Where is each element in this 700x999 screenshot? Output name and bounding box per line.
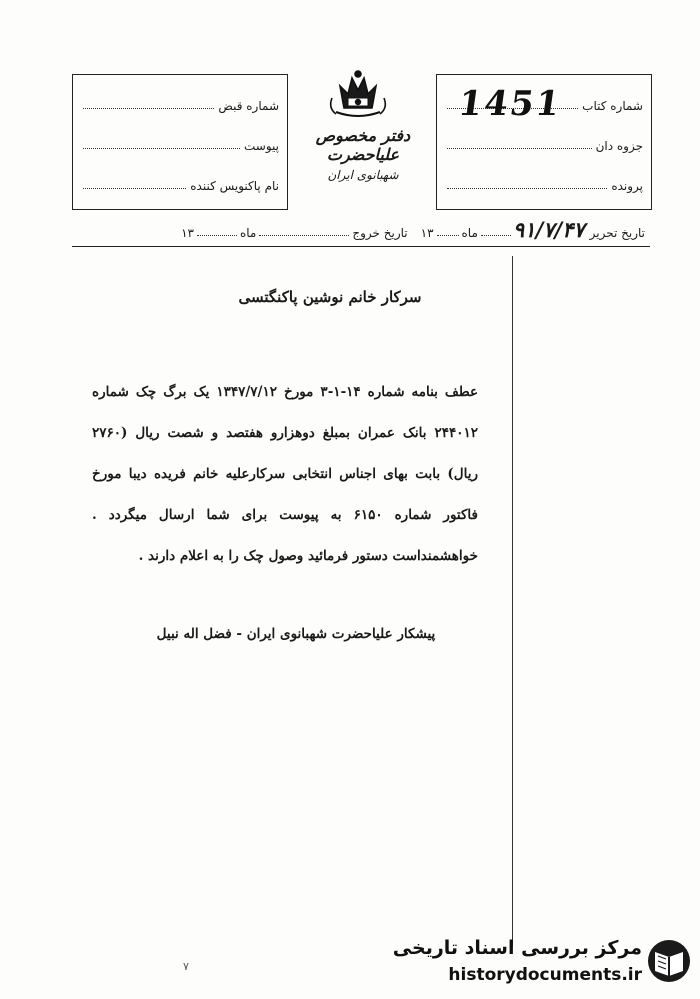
month-label-2: ماه <box>239 226 257 240</box>
margin-line <box>512 256 513 946</box>
attachment-label: پیوست <box>244 139 279 153</box>
book-logo-icon <box>646 938 692 984</box>
dossier-label: پرونده <box>611 179 643 193</box>
receipt-info-box <box>72 74 288 210</box>
writing-date-value: ۹۱/۷/۴۷ <box>512 217 585 242</box>
handwritten-letter-number: 1451 <box>455 84 565 124</box>
watermark-title: مرکز بررسی اسناد تاریخی <box>392 937 642 959</box>
salutation: سرکار خانم نوشین پاکنگتسی <box>238 288 422 306</box>
file-row <box>447 131 643 153</box>
header-divider <box>72 246 650 247</box>
watermark-url: historydocuments.ir <box>448 965 642 985</box>
footer-mark: ۷ <box>183 960 189 973</box>
dossier-row <box>447 171 643 193</box>
year-1: ۱۳ <box>420 226 434 240</box>
attachment-row <box>83 131 279 153</box>
letter-number-label: شماره کتاب <box>582 99 643 113</box>
year-2: ۱۳ <box>181 226 194 240</box>
exit-date-label: تاریخ خروج <box>352 226 408 240</box>
letter-body: عطف بنامه شماره ۱۴-۱-۳ مورخ ۱۳۴۷/۷/۱۲ یک برگ چک شماره ۲۴۴۰۱۲ بانک عمران بمبلغ دوهزارو هفتصد و شصت ریال (۲۷۶۰ ریال) بابت بهای اجناس انتخابی سرکارعلیه خانم فریده دیبا مورخ فاکتور شماره ۶۱۵۰ به پیوست برای شما ارسال میگردد . خواهشمنداست دستور فرمائید وصول چک را به اعلام دارند . <box>92 384 479 564</box>
file-label: جزوه دان <box>595 139 643 153</box>
crown-emblem-icon <box>326 68 390 122</box>
writing-date-label: تاریخ تحریر <box>589 226 645 240</box>
office-title: دفتر مخصوص علیاحضرت <box>315 126 411 164</box>
office-subtitle: شهبانوی ایران <box>327 168 399 182</box>
date-line <box>82 216 648 240</box>
month-label-1: ماه <box>461 226 478 240</box>
copyist-label: نام پاکنویس کننده <box>190 179 279 193</box>
receipt-number-label: شماره قبض <box>218 99 279 113</box>
signature: پیشکار علیاحضرت شهبانوی ایران - فضل اله نبیل <box>156 626 436 642</box>
receipt-number-row <box>83 91 279 113</box>
copyist-row <box>83 171 279 193</box>
watermark <box>392 934 694 992</box>
